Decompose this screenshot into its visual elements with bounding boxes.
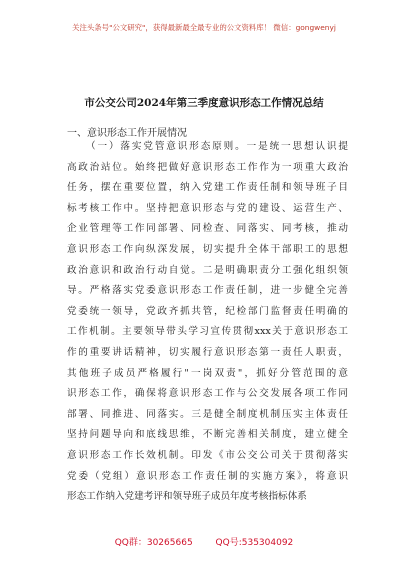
body-line: 意识形态工作长效机制。印发《市公交公司关于贯彻落实 bbox=[67, 449, 348, 461]
body-line: 作的重要讲话精神，切实履行意识形态第一责任人职责， bbox=[67, 346, 348, 358]
promo-banner: 关注头条号"公文研究"，获得最新最全最专业的公文资料库！ 微信：gongwenyj bbox=[72, 23, 336, 32]
document-title: 市公交公司2024年第三季度意识形态工作情况总结 bbox=[84, 97, 324, 109]
body-line: 意识形态工作向纵深发展，切实提升全体干部职工的思想 bbox=[67, 243, 348, 255]
body-line: 形态工作纳入党建考评和领导班子成员年度考核指标体系 bbox=[67, 491, 307, 503]
body-line: 政治意识和政治行动自觉。二是明确职责分工强化组织领 bbox=[67, 264, 348, 276]
body-line: 企业管理等工作同部署、同检查、同落实、同考核，推动 bbox=[67, 223, 348, 235]
body-line: 任务，摆在重要位置，纳入党建工作责任制和领导班子目 bbox=[67, 182, 348, 194]
body-line: 高政治站位。始终把做好意识形态工作作为一项重大政治 bbox=[67, 161, 348, 173]
body-line: 党委统一领导，党政齐抓共管，纪检部门监督责任明确的 bbox=[67, 305, 348, 317]
body-line: 工作机制。主要领导带头学习宣传贯彻xxx关于意识形态工 bbox=[67, 326, 348, 338]
body-line: 识形态工作，确保将意识形态工作与公交发展各项工作同 bbox=[67, 388, 348, 400]
body-line: 其他班子成员严格履行"一岗双责"，抓好分管范围的意 bbox=[67, 367, 348, 379]
body-line: 导。严格落实党委意识形态工作责任制，进一步健全完善 bbox=[67, 285, 348, 297]
qq-group-number: QQ群：30265665 bbox=[114, 538, 193, 548]
body-line: 坚持问题导向和底线思维，不断完善相关制度，建立健全 bbox=[67, 429, 348, 441]
section-heading: 一、意识形态工作开展情况 bbox=[67, 128, 187, 139]
qq-account-number: QQ号:535304092 bbox=[215, 538, 294, 548]
body-line: 党委（党组）意识形态工作责任制的实施方案》，将意识 bbox=[67, 470, 348, 482]
body-line: 部署、同推进、同落实。三是健全制度机制压实主体责任 bbox=[67, 408, 348, 420]
contact-footer bbox=[0, 535, 408, 548]
body-paragraph bbox=[67, 137, 348, 508]
body-line: 标考核工作中。坚持把意识形态与党的建设、运营生产、 bbox=[67, 202, 348, 214]
body-line: （一）落实党管意识形态原则。一是统一思想认识提 bbox=[86, 141, 348, 152]
